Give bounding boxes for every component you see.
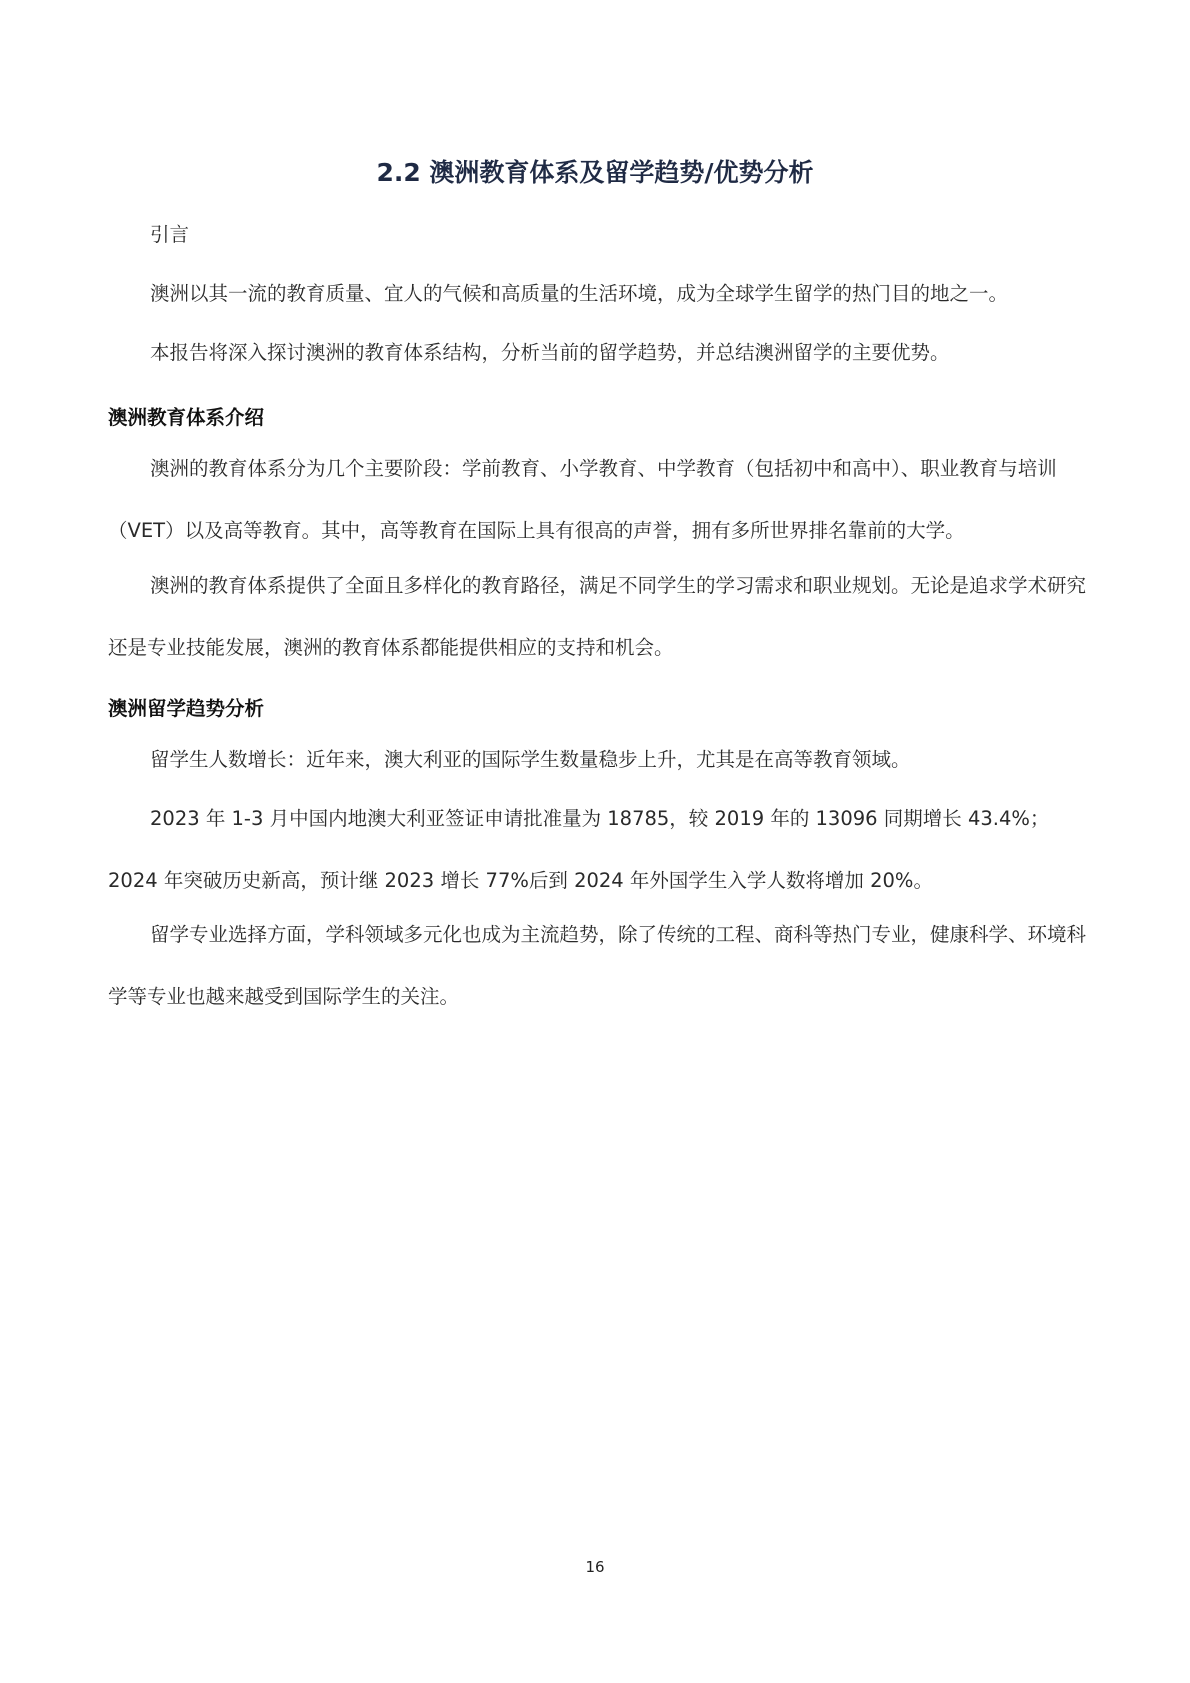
intro-paragraph-1: 澳洲以其一流的教育质量、宜人的气候和高质量的生活环境，成为全球学生留学的热门目的地之一。	[150, 282, 1009, 305]
intro-paragraph-2: 本报告将深入探讨澳洲的教育体系结构，分析当前的留学趋势，并总结澳洲留学的主要优势。	[150, 341, 950, 364]
page-number: 16	[585, 1558, 605, 1576]
trends-heading: 澳洲留学趋势分析	[108, 697, 265, 720]
section-title: 2.2 澳洲教育体系及留学趋势/优势分析	[376, 158, 814, 187]
education-system-paragraph-1: 澳洲的教育体系分为几个主要阶段：学前教育、小学教育、中学教育（包括初中和高中）、职业教育与培训（VET）以及高等教育。其中，高等教育在国际上具有很高的声誉，拥有多所世界排名靠前的大学。	[108, 457, 1057, 542]
trends-paragraph-2: 2023 年 1-3 月中国内地澳大利亚签证申请批准量为 18785，较 2019 年的 13096 同期增长 43.4%；2024 年突破历史新高，预计继 2023 增长 77%后到 2024 年外国学生入学人数将增加 20%。	[108, 807, 1050, 892]
education-system-heading: 澳洲教育体系介绍	[108, 406, 265, 429]
trends-paragraph-3: 留学专业选择方面，学科领域多元化也成为主流趋势，除了传统的工程、商科等热门专业，健康科学、环境科学等专业也越来越受到国际学生的关注。	[108, 923, 1087, 1008]
education-system-paragraph-2: 澳洲的教育体系提供了全面且多样化的教育路径，满足不同学生的学习需求和职业规划。无论是追求学术研究还是专业技能发展，澳洲的教育体系都能提供相应的支持和机会。	[108, 574, 1087, 659]
trends-paragraph-1: 留学生人数增长：近年来，澳大利亚的国际学生数量稳步上升，尤其是在高等教育领域。	[150, 748, 911, 771]
intro-label: 引言	[150, 223, 190, 246]
